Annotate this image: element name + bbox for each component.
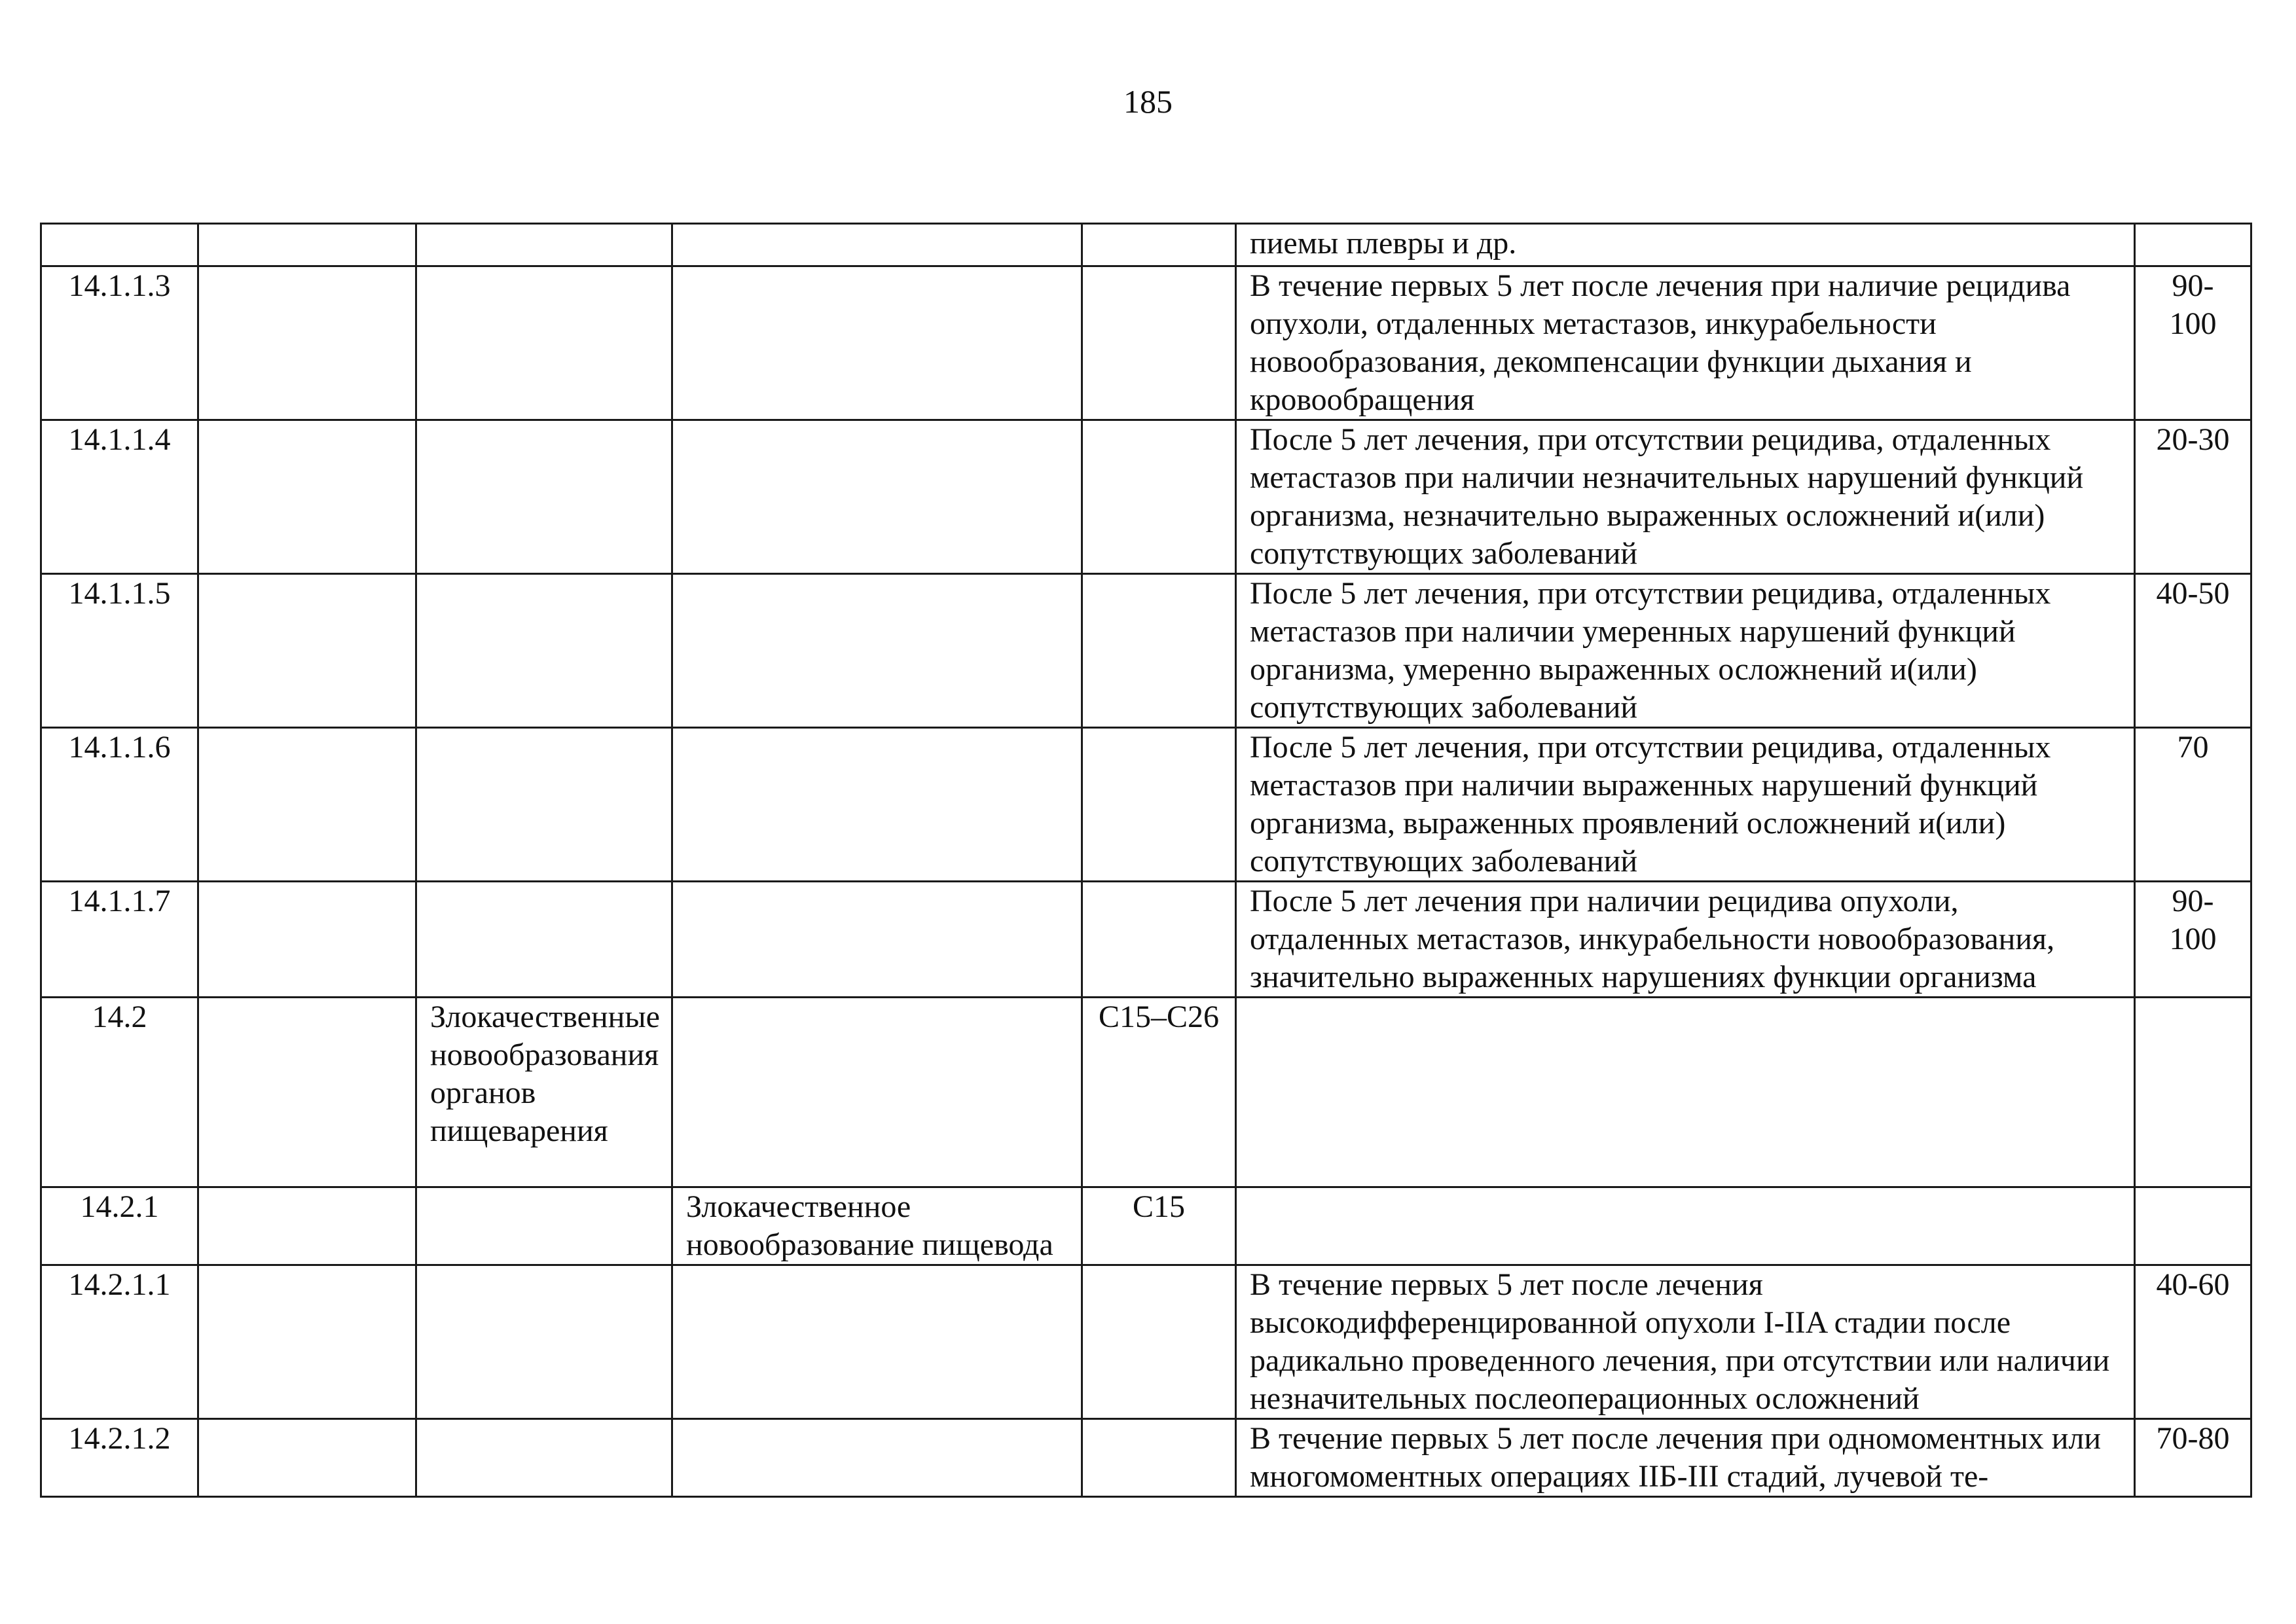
row-group bbox=[198, 1265, 416, 1419]
row-percent: 40-60 bbox=[2135, 1265, 2251, 1419]
disability-criteria-table bbox=[40, 223, 2252, 1498]
row-name bbox=[672, 882, 1082, 998]
row-code: 14.1.1.4 bbox=[41, 420, 198, 574]
row-name bbox=[672, 1265, 1082, 1419]
table-row bbox=[41, 420, 2251, 574]
row-subgroup: Злокачественные новообразования органов пищеварения bbox=[416, 998, 672, 1187]
row-percent bbox=[2135, 1187, 2251, 1265]
row-criteria: После 5 лет лечения, при отсутствии рецидива, отдаленных метастазов при наличии выраженных нарушений функций организма, выраженных проявлений осложнений и(или) сопутствующих заболеваний bbox=[1236, 728, 2135, 882]
row-code: 14.2.1.1 bbox=[41, 1265, 198, 1419]
row-group bbox=[198, 882, 416, 998]
table-row bbox=[41, 728, 2251, 882]
row-criteria: В течение первых 5 лет после лечения при наличие рецидива опухоли, отдаленных метастазов, инкурабельности новообразования, декомпенсации функции дыхания и кровообращения bbox=[1236, 266, 2135, 420]
row-name: Злокачественное новообразование пищевода bbox=[672, 1187, 1082, 1265]
row-code: 14.1.1.6 bbox=[41, 728, 198, 882]
row-subgroup bbox=[416, 1419, 672, 1497]
row-icd-code bbox=[1082, 1265, 1236, 1419]
row-group bbox=[198, 1187, 416, 1265]
row-icd-code bbox=[1082, 728, 1236, 882]
row-criteria: В течение первых 5 лет после лечения высокодифференцированной опухоли I-IIA стадии после радикально проведенного лечения, при отсутствии или наличии незначительных послеоперационных осложнений bbox=[1236, 1265, 2135, 1419]
row-percent: 40-50 bbox=[2135, 574, 2251, 728]
row-code: 14.1.1.5 bbox=[41, 574, 198, 728]
row-subgroup bbox=[416, 882, 672, 998]
row-subgroup bbox=[416, 1265, 672, 1419]
table-row bbox=[41, 1265, 2251, 1419]
row-criteria: После 5 лет лечения, при отсутствии рецидива, отдаленных метастазов при наличии незначительных нарушений функций организма, незначительно выраженных осложнений и(или) сопутствующих заболеваний bbox=[1236, 420, 2135, 574]
row-name bbox=[672, 728, 1082, 882]
table-row bbox=[41, 574, 2251, 728]
row-group bbox=[198, 420, 416, 574]
row-name bbox=[672, 574, 1082, 728]
row-icd-code bbox=[1082, 1419, 1236, 1497]
row-group bbox=[198, 998, 416, 1187]
row-subgroup bbox=[416, 574, 672, 728]
row-code: 14.2.1.2 bbox=[41, 1419, 198, 1497]
row-group bbox=[198, 1419, 416, 1497]
row-code: 14.2.1 bbox=[41, 1187, 198, 1265]
row-percent: 90-100 bbox=[2135, 882, 2251, 998]
row-group bbox=[198, 266, 416, 420]
row-group bbox=[198, 224, 416, 266]
row-code: 14.2 bbox=[41, 998, 198, 1187]
row-subgroup bbox=[416, 728, 672, 882]
table-row bbox=[41, 882, 2251, 998]
row-icd-code: C15 bbox=[1082, 1187, 1236, 1265]
table-row bbox=[41, 1187, 2251, 1265]
row-icd-code bbox=[1082, 574, 1236, 728]
row-name bbox=[672, 420, 1082, 574]
row-percent bbox=[2135, 998, 2251, 1187]
page-number: 185 bbox=[1123, 83, 1173, 120]
row-name bbox=[672, 1419, 1082, 1497]
row-code bbox=[41, 224, 198, 266]
row-name bbox=[672, 998, 1082, 1187]
row-criteria: пиемы плевры и др. bbox=[1236, 224, 2135, 266]
row-group bbox=[198, 574, 416, 728]
table-row bbox=[41, 266, 2251, 420]
row-subgroup bbox=[416, 266, 672, 420]
row-subgroup bbox=[416, 1187, 672, 1265]
row-percent bbox=[2135, 224, 2251, 266]
row-name bbox=[672, 266, 1082, 420]
row-percent: 70 bbox=[2135, 728, 2251, 882]
row-group bbox=[198, 728, 416, 882]
row-criteria bbox=[1236, 998, 2135, 1187]
row-icd-code bbox=[1082, 420, 1236, 574]
row-percent: 70-80 bbox=[2135, 1419, 2251, 1497]
row-criteria: После 5 лет лечения, при отсутствии рецидива, отдаленных метастазов при наличии умеренных нарушений функций организма, умеренно выраженных осложнений и(или) сопутствующих заболеваний bbox=[1236, 574, 2135, 728]
row-icd-code: C15–C26 bbox=[1082, 998, 1236, 1187]
row-code: 14.1.1.3 bbox=[41, 266, 198, 420]
row-icd-code bbox=[1082, 882, 1236, 998]
row-code: 14.1.1.7 bbox=[41, 882, 198, 998]
row-name bbox=[672, 224, 1082, 266]
row-icd-code bbox=[1082, 224, 1236, 266]
row-subgroup bbox=[416, 420, 672, 574]
row-criteria bbox=[1236, 1187, 2135, 1265]
table-row bbox=[41, 224, 2251, 266]
row-criteria: После 5 лет лечения при наличии рецидива опухоли, отдаленных метастазов, инкурабельности новообразования, значительно выраженных нарушениях функции организма bbox=[1236, 882, 2135, 998]
table-row bbox=[41, 998, 2251, 1187]
row-criteria: В течение первых 5 лет после лечения при одномоментных или многомоментных операциях IIБ-III стадий, лучевой те- bbox=[1236, 1419, 2135, 1497]
row-percent: 90-100 bbox=[2135, 266, 2251, 420]
row-icd-code bbox=[1082, 266, 1236, 420]
row-subgroup bbox=[416, 224, 672, 266]
row-percent: 20-30 bbox=[2135, 420, 2251, 574]
table-row bbox=[41, 1419, 2251, 1497]
